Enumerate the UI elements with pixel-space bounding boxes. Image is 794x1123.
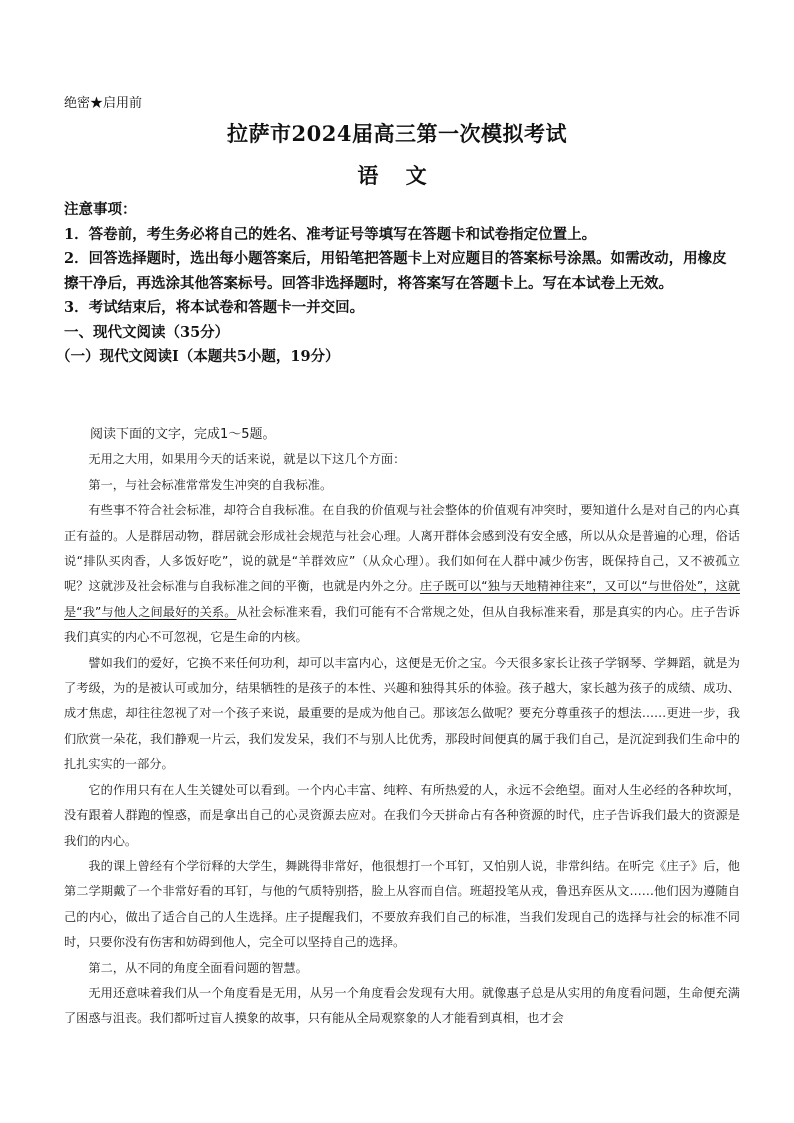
note-item: 1．答卷前，考生务必将自己的姓名、准考证号等填写在答题卡和试卷指定位置上。: [64, 225, 597, 243]
passage-text: 从社会标准来看，我们可能有不合常规之处，但从自我标准来看，那是真实的内心。庄子告诉我们真实的内心不可忽视，它是生命的内核。: [64, 604, 740, 645]
passage-paragraph: 第一，与社会标准常常发生冲突的自我标准。: [88, 477, 333, 492]
passage-text: 有些事不符合社会标准，却符合自我标准。在自我的价值观与社会整体的价值观有冲突时，要知道什么是对自己的内心真正有益的。人是群居动物，群居就会形成社会规范与社会心理。人离开群体会感到没有安全感，所以从众是普遍的心理，俗话说“排队买肉香，人多饭好吃”，说的就是“羊群效应”（从众心理）。我们如何在人群中减少伤害，既保持自己，又不被孤立呢？这就涉及社会标准与自我标准之间的平衡，也就是内外之分。: [64, 503, 740, 594]
note-item: 2．回答选择题时，选出每小题答案后，用铅笔把答题卡上对应题目的答案标号涂黑。如需改动，用橡皮擦干净后，再选涂其他答案标号。回答非选择题时，将答案写在答题卡上。写在本试卷上无效。: [64, 250, 727, 292]
passage-paragraph: 无用之大用，如果用今天的话来说，就是以下这几个方面：: [88, 452, 406, 467]
instructions-block: [56, 198, 732, 370]
passage-paragraph: [64, 498, 740, 650]
subsection-heading: （一）现代文阅读Ⅰ（本题共5小题，19分）: [56, 348, 340, 365]
reading-instruction: 阅读下面的文字，完成1～5题。: [90, 427, 276, 442]
notes-heading: 注意事项：: [64, 201, 137, 218]
note-item: 3．考试结束后，将本试卷和答题卡一并交回。: [64, 299, 365, 316]
exam-title: 拉萨市2024届高三第一次模拟考试: [227, 121, 567, 146]
section-heading: 一、现代文阅读（35分）: [64, 323, 230, 341]
passage-paragraph: 我的课上曾经有个学衍释的大学生，舞跳得非常好，他很想打一个耳钉，又怕别人说，非常纠结。在听完《庄子》后，他第二学期戴了一个非常好看的耳钉，与他的气质特别搭，脸上从容而自信。班超投笔从戎，鲁迅弃医从文……他们因为遵随自己的内心，做出了适合自己的人生选择。庄子提醒我们，不要放弃我们自己的标准，当我们发现自己的选择与社会的标准不同时，只要你没有伤害和妨碍到他人，完全可以坚持自己的选择。: [64, 858, 740, 950]
passage-paragraph: 它的作用只有在人生关键处可以看到。一个内心丰富、纯粹、有所热爱的人，永远不会绝望。面对人生必经的各种坎坷，没有跟着人群跑的惶惑，而是拿出自己的心灵资源去应对。在我们今天拼命占有各种资源的时代，庄子告诉我们最大的资源是我们的内心。: [64, 782, 740, 848]
passage-paragraph: 第二，从不同的角度全面看问题的智慧。: [88, 960, 308, 975]
passage-paragraph: 无用还意味着我们从一个角度看是无用，从另一个角度看会发现有大用。就像惠子总是从实用的角度看问题，生命便充满了困惑与沮丧。我们都听过盲人摸象的故事，只有能从全局观察象的人才能看到真相，也才会: [64, 985, 740, 1026]
passage-paragraph: 譬如我们的爱好，它换不来任何功利，却可以丰富内心，这便是无价之宝。今天很多家长让孩子学钢琴、学舞蹈，就是为了考级，为的是被认可或加分，结果牺牲的是孩子的本性、兴趣和独得其乐的体验。孩子越大，家长越为孩子的成绩、成功、成才焦虑，却往往忽视了对一个孩子来说，最重要的是成为他自己。那该怎么做呢？要充分尊重孩子的想法……更进一步，我们欣赏一朵花，我们静观一片云，我们发发呆，我们不与别人比优秀，那段时间便真的属于我们自己，是沉淀到我们生命中的扎扎实实的一部分。: [64, 655, 740, 772]
reading-passage: [64, 422, 740, 1032]
confidential-label: 绝密★启用前: [64, 96, 143, 111]
subject-title: 语 文: [357, 163, 437, 188]
underlined-sentence: 庄子既可以“独与天地精神往来”，又可以“与世俗处”，这就是“我”与他人之间最好的关系。: [64, 579, 740, 619]
